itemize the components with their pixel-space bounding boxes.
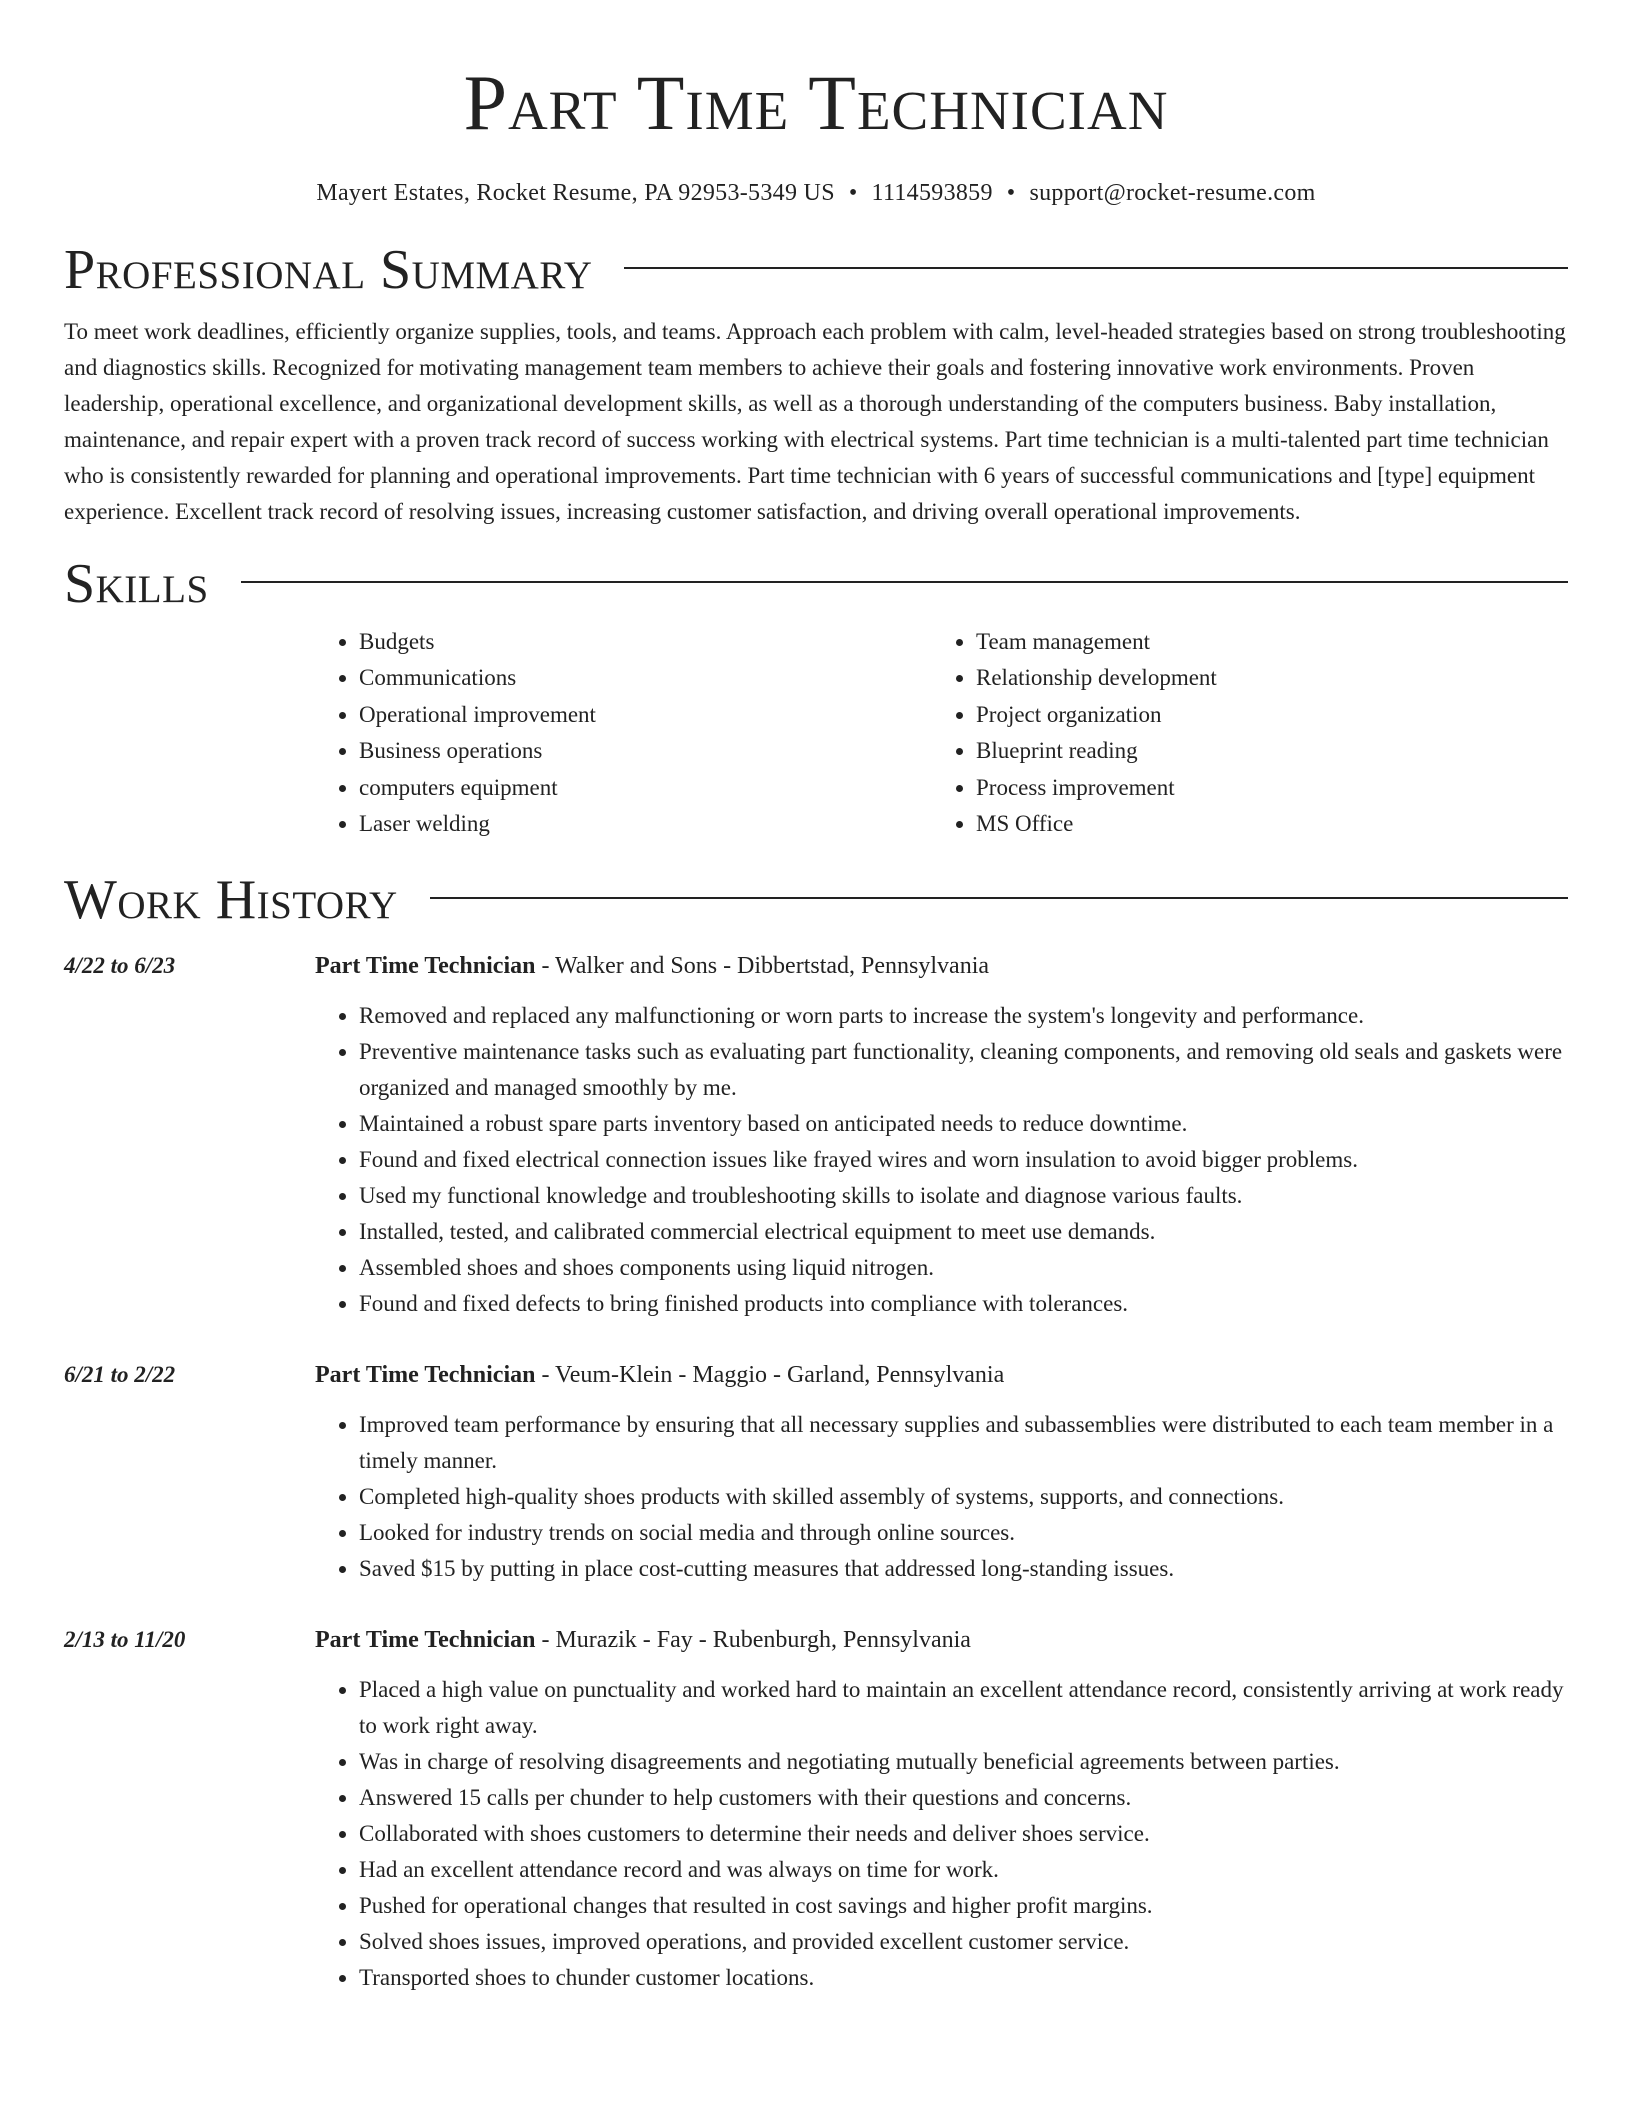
- contact-line: [64, 178, 1568, 208]
- job-bullet: • Had an excellent attendance record and was always on time for work.: [359, 1852, 1568, 1888]
- job-bullet: • Placed a high value on punctuality and worked hard to maintain an excellent attendance record, consistently arriving at work ready to work right away.: [359, 1672, 1568, 1744]
- skill-item: • Business operations: [359, 733, 932, 769]
- job-bullets: [315, 1672, 1568, 1996]
- job-title: Part Time Technician: [315, 953, 536, 980]
- job-company-location: - Walker and Sons - Dibbertstad, Pennsylvania: [535, 953, 990, 980]
- skill-item: • Operational improvement: [359, 697, 932, 733]
- job-title: Part Time Technician: [315, 1627, 536, 1654]
- job-bullet: • Improved team performance by ensuring that all necessary supplies and subassemblies were distributed to each team member in a timely manner.: [359, 1407, 1568, 1479]
- job-dates: 6/21 to 2/22: [64, 1362, 176, 1388]
- job-title: Part Time Technician: [315, 1362, 536, 1389]
- skills-section-header: [64, 552, 1568, 616]
- skill-item: • Team management: [976, 624, 1549, 660]
- job-bullet: • Preventive maintenance tasks such as evaluating part functionality, cleaning components, and removing old seals and gaskets were organized and managed smoothly by me.: [359, 1034, 1568, 1106]
- skills-column-left: [315, 624, 932, 842]
- address: Mayert Estates, Rocket Resume, PA 92953-5349 US: [316, 180, 835, 206]
- job-bullet: • Pushed for operational changes that resulted in cost savings and higher profit margins.: [359, 1888, 1568, 1924]
- job-bullet: • Found and fixed electrical connection issues like frayed wires and worn insulation to avoid bigger problems.: [359, 1142, 1568, 1178]
- job-dates: 4/22 to 6/23: [64, 953, 176, 979]
- summary-heading: Professional Summary: [64, 239, 593, 301]
- summary-text: To meet work deadlines, efficiently organize supplies, tools, and teams. Approach each problem with calm, level-headed strategies based on strong troubleshooting and diagnostics skills. Recognized for motivating management team members to achieve their goals and fostering innovative work environments. Proven leadership, operational excellence, and organizational development skills, as well as a thorough understanding of the computers business. Baby installation, maintenance, and repair expert with a proven track record of success working with electrical systems. Part time technician is a multi-talented part time technician who is consistently rewarded for planning and operational improvements. Part time technician with 6 years of successful communications and [type] equipment experience. Excellent track record of resolving issues, increasing customer satisfaction, and driving overall operational improvements.: [64, 319, 1566, 524]
- job-company-location: - Murazik - Fay - Rubenburgh, Pennsylvania: [535, 1627, 971, 1654]
- job-bullet: • Looked for industry trends on social media and through online sources.: [359, 1515, 1568, 1551]
- job-header: [64, 1357, 1568, 1393]
- job-bullets: [315, 998, 1568, 1322]
- skill-item: • Project organization: [976, 697, 1549, 733]
- job-bullet: • Completed high-quality shoes products with skilled assembly of systems, supports, and connections.: [359, 1479, 1568, 1515]
- job-bullet: • Saved $15 by putting in place cost-cutting measures that addressed long-standing issues.: [359, 1551, 1568, 1587]
- skills-list: [315, 624, 1568, 842]
- skill-item: • Budgets: [359, 624, 932, 660]
- job-bullet: • Was in charge of resolving disagreements and negotiating mutually beneficial agreements between parties.: [359, 1744, 1568, 1780]
- work-section-header: [64, 868, 1568, 932]
- job-header: [64, 1622, 1568, 1658]
- job-header: [64, 948, 1568, 984]
- job-bullet: • Maintained a robust spare parts inventory based on anticipated needs to reduce downtime.: [359, 1106, 1568, 1142]
- job-bullet: • Collaborated with shoes customers to determine their needs and deliver shoes service.: [359, 1816, 1568, 1852]
- job-entry: [64, 948, 1568, 1322]
- summary-section-header: [64, 238, 1568, 302]
- job-entry: [64, 1357, 1568, 1587]
- candidate-name: Part Time Technician: [463, 59, 1169, 146]
- job-company-location: - Veum-Klein - Maggio - Garland, Pennsylvania: [535, 1362, 1005, 1389]
- email-link[interactable]: support@rocket-resume.com: [1029, 180, 1316, 206]
- phone: 1114593859: [871, 180, 993, 206]
- job-title-line: [315, 1357, 1004, 1393]
- job-bullets: [315, 1407, 1568, 1587]
- job-bullet: • Answered 15 calls per chunder to help customers with their questions and concerns.: [359, 1780, 1568, 1816]
- skill-item: • MS Office: [976, 806, 1549, 842]
- job-bullet: • Assembled shoes and shoes components using liquid nitrogen.: [359, 1250, 1568, 1286]
- job-bullet: • Found and fixed defects to bring finished products into compliance with tolerances.: [359, 1286, 1568, 1322]
- section-divider: [430, 897, 1568, 899]
- job-bullet: • Transported shoes to chunder customer locations.: [359, 1960, 1568, 1996]
- work-heading: Work History: [64, 869, 398, 932]
- job-bullet: • Solved shoes issues, improved operations, and provided excellent customer service.: [359, 1924, 1568, 1960]
- skill-item: • Laser welding: [359, 806, 932, 842]
- job-bullet: • Installed, tested, and calibrated commercial electrical equipment to meet use demands.: [359, 1214, 1568, 1250]
- job-dates: 2/13 to 11/20: [64, 1627, 186, 1653]
- skills-heading: Skills: [64, 553, 209, 615]
- skills-column-right: [932, 624, 1549, 842]
- job-bullet: • Used my functional knowledge and troubleshooting skills to isolate and diagnose various faults.: [359, 1178, 1568, 1214]
- contact-separator: •: [848, 180, 858, 206]
- job-title-line: [315, 1622, 971, 1658]
- skill-item: • Process improvement: [976, 770, 1549, 806]
- section-divider: [624, 267, 1568, 269]
- skill-item: • computers equipment: [359, 770, 932, 806]
- job-bullet: • Removed and replaced any malfunctioning or worn parts to increase the system's longevity and performance.: [359, 998, 1568, 1034]
- skill-item: • Relationship development: [976, 660, 1549, 696]
- job-title-line: [315, 948, 989, 984]
- job-entry: [64, 1622, 1568, 1996]
- section-divider: [241, 581, 1568, 583]
- skill-item: • Communications: [359, 660, 932, 696]
- contact-separator: •: [1006, 180, 1016, 206]
- skill-item: • Blueprint reading: [976, 733, 1549, 769]
